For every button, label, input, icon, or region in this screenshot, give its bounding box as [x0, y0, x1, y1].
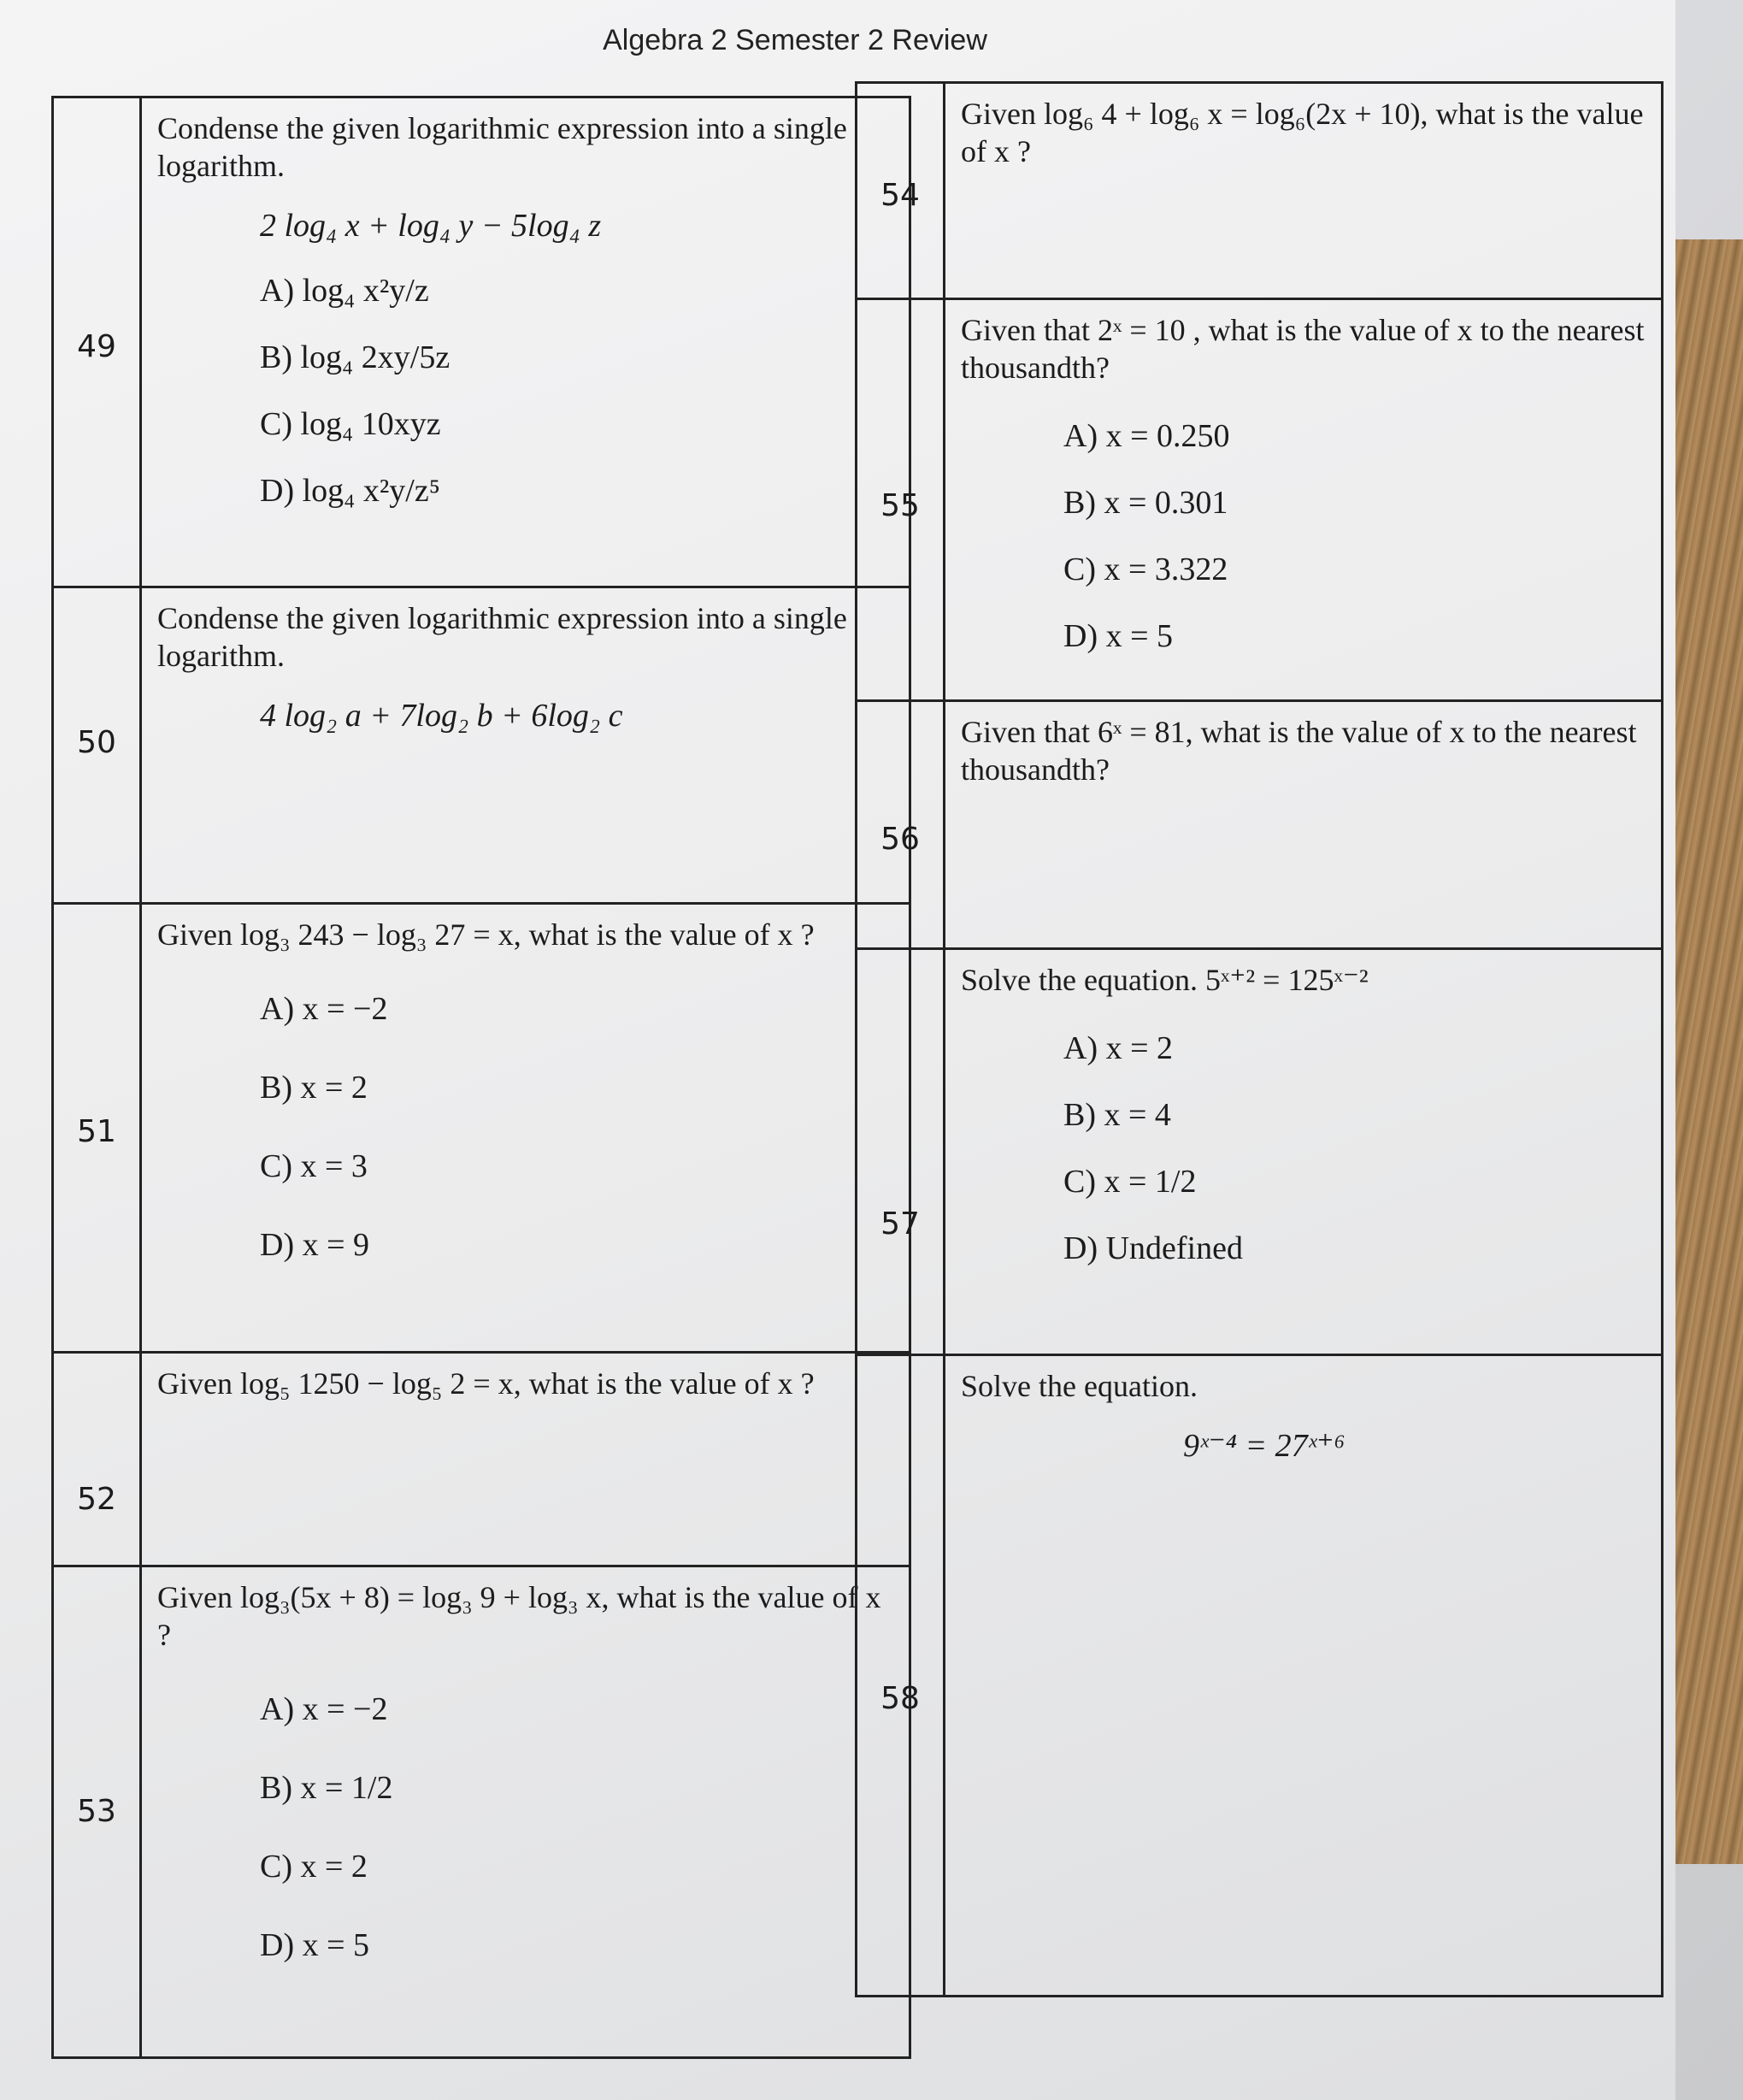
- answer-option-b: B) x = 0.301: [1063, 484, 1228, 521]
- question-number: 49: [77, 329, 116, 364]
- question-row-55: [857, 298, 1661, 702]
- answer-option-a: A) log₄ x²y/z: [260, 273, 429, 310]
- question-row-51: [54, 902, 909, 1354]
- question-row-54: [857, 84, 1661, 298]
- answer-option-c: C) x = 3: [260, 1147, 368, 1184]
- question-row-49: [54, 98, 909, 586]
- answer-option-d: D) x = 5: [1063, 617, 1174, 654]
- answer-option-a: A) x = −2: [260, 1690, 388, 1727]
- question-number: 53: [77, 1794, 116, 1829]
- question-row-53: [54, 1565, 909, 2059]
- answer-option-b: B) log₄ 2xy/5z: [260, 339, 450, 376]
- question-text: Given log₅ 1250 − log₅ 2 = x, what is the value of x ?: [157, 1366, 815, 1401]
- question-expression: 2 log₄ x + log₄ y − 5log₄ z: [260, 207, 602, 244]
- question-row-50: [54, 586, 909, 905]
- answer-option-a: A) x = 2: [1063, 1029, 1174, 1066]
- answer-option-a: A) x = 0.250: [1063, 417, 1230, 454]
- answer-option-d: D) log₄ x²y/z⁵: [260, 473, 440, 510]
- answer-option-c: C) log₄ 10xyz: [260, 406, 441, 443]
- question-expression: 4 log₂ a + 7log₂ b + 6log₂ c: [260, 697, 623, 734]
- answer-option-c: C) x = 2: [260, 1848, 368, 1885]
- question-number: 58: [880, 1681, 920, 1716]
- question-number: 55: [880, 488, 920, 523]
- question-expression: 9ˣ⁻⁴ = 27ˣ⁺⁶: [1183, 1427, 1346, 1464]
- question-text: Given log₆ 4 + log₆ x = log₆(2x + 10), what is the value of x ?: [961, 97, 1644, 168]
- question-text: Solve the equation. 5ˣ⁺² = 125ˣ⁻²: [961, 963, 1369, 997]
- question-row-58: [857, 1354, 1661, 1997]
- worksheet-title: Algebra 2 Semester 2 Review: [603, 24, 987, 56]
- question-text: Condense the given logarithmic expression into a single logarithm.: [157, 111, 847, 183]
- question-text: Condense the given logarithmic expression into a single logarithm.: [157, 601, 847, 673]
- question-number: 52: [77, 1482, 116, 1517]
- answer-option-d: D) x = 5: [260, 1926, 370, 1963]
- question-text: Given that 6ˣ = 81, what is the value of x to the nearest thousandth?: [961, 715, 1637, 787]
- left-question-table: [51, 96, 911, 2059]
- question-row-56: [857, 699, 1661, 950]
- question-row-52: [54, 1351, 909, 1567]
- question-text: Given that 2ˣ = 10 , what is the value of x to the nearest thousandth?: [961, 313, 1645, 385]
- question-number: 54: [880, 178, 920, 213]
- right-question-table: [855, 81, 1664, 1997]
- answer-option-d: D) Undefined: [1063, 1230, 1243, 1266]
- answer-option-c: C) x = 3.322: [1063, 551, 1228, 587]
- question-number: 56: [880, 822, 920, 857]
- question-number: 57: [880, 1206, 920, 1242]
- question-number: 51: [77, 1114, 116, 1149]
- question-row-57: [857, 947, 1661, 1356]
- answer-option-a: A) x = −2: [260, 990, 388, 1027]
- answer-option-d: D) x = 9: [260, 1226, 370, 1263]
- question-text: Solve the equation.: [961, 1369, 1198, 1403]
- answer-option-b: B) x = 2: [260, 1069, 368, 1106]
- question-number: 50: [77, 725, 116, 760]
- answer-option-c: C) x = 1/2: [1063, 1163, 1197, 1200]
- question-text: Given log₃ 243 − log₃ 27 = x, what is the value of x ?: [157, 917, 815, 952]
- answer-option-b: B) x = 4: [1063, 1096, 1171, 1133]
- question-text: Given log₃(5x + 8) = log₃ 9 + log₃ x, what is the value of x ?: [157, 1580, 881, 1652]
- answer-option-b: B) x = 1/2: [260, 1769, 393, 1806]
